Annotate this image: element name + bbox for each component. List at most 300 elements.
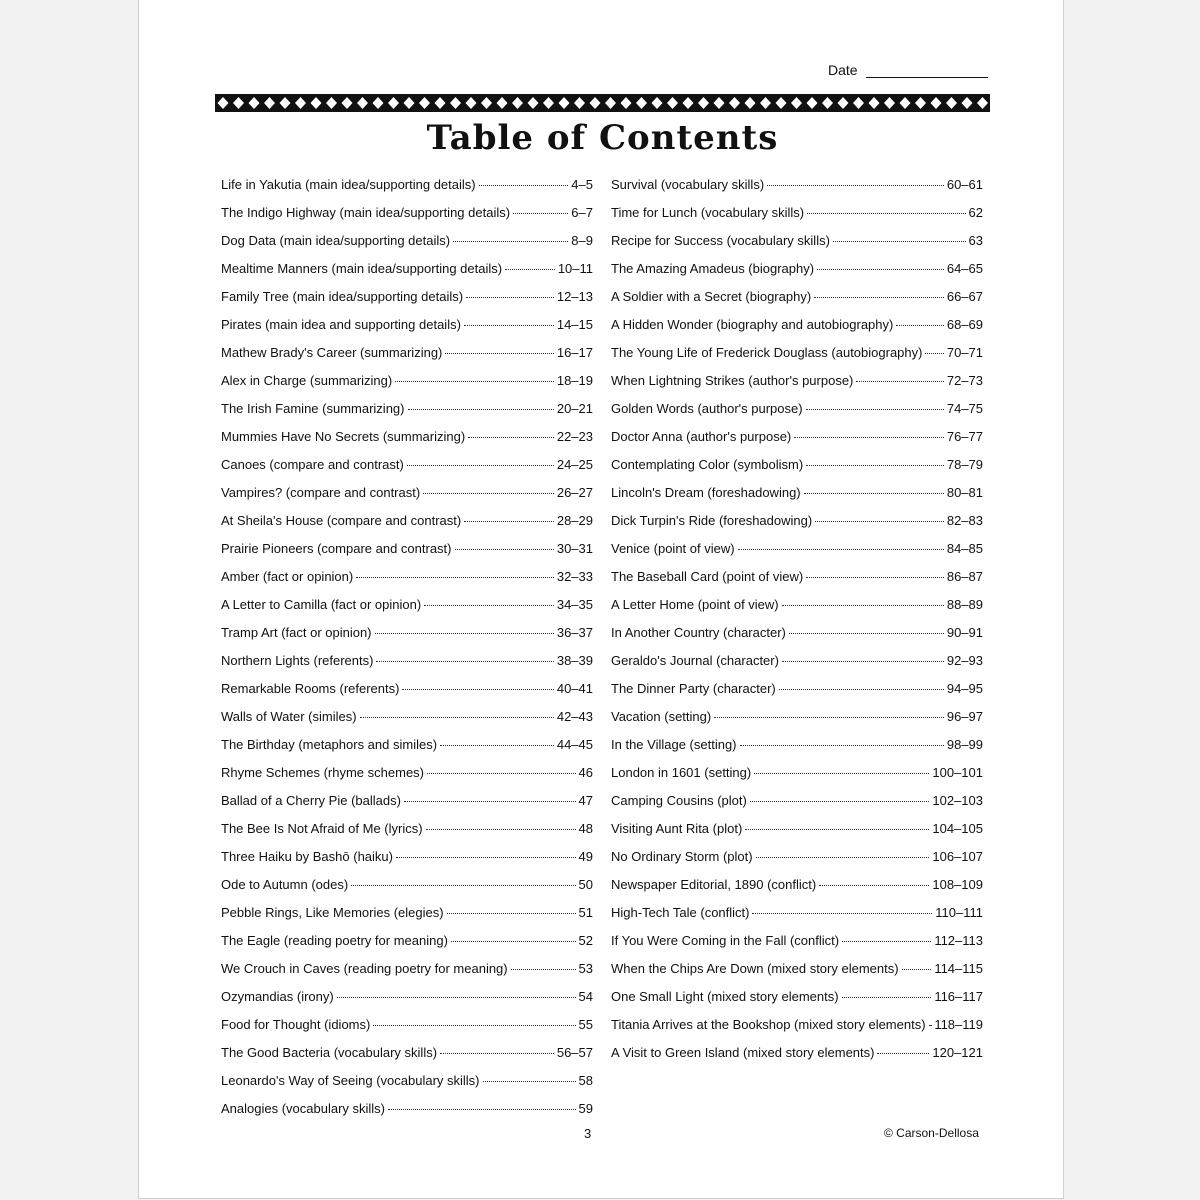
toc-entry-pages: 47 bbox=[578, 793, 593, 808]
toc-entry bbox=[611, 311, 983, 339]
toc-entry-pages: 50 bbox=[578, 877, 593, 892]
toc-entry-pages: 112–113 bbox=[934, 933, 983, 948]
dot-leader bbox=[789, 632, 944, 634]
toc-entry-pages: 6–7 bbox=[571, 205, 593, 220]
toc-entry-title: The Dinner Party (character) bbox=[611, 681, 776, 696]
diamond-mark bbox=[326, 97, 337, 109]
toc-entry-title: Mealtime Manners (main idea/supporting details) bbox=[221, 261, 503, 276]
toc-entry-pages: 102–103 bbox=[932, 793, 983, 808]
toc-entry bbox=[221, 619, 593, 647]
diamond-mark bbox=[295, 97, 306, 109]
diamond-mark bbox=[512, 97, 523, 109]
toc-right-column bbox=[611, 171, 983, 1067]
toc-entry-pages: 28–29 bbox=[556, 513, 593, 528]
dot-leader bbox=[426, 828, 576, 830]
toc-entry-pages: 104–105 bbox=[932, 821, 983, 836]
toc-entry-pages: 24–25 bbox=[556, 457, 593, 472]
dot-leader bbox=[856, 380, 943, 382]
diamond-mark bbox=[869, 97, 880, 109]
toc-entry bbox=[221, 479, 593, 507]
toc-entry bbox=[611, 339, 983, 367]
dot-leader bbox=[767, 184, 944, 186]
toc-entry bbox=[611, 563, 983, 591]
dot-leader bbox=[375, 632, 554, 634]
toc-entry bbox=[221, 787, 593, 815]
toc-entry-pages: 48 bbox=[578, 821, 593, 836]
toc-entry bbox=[611, 507, 983, 535]
diamond-mark bbox=[559, 97, 570, 109]
diamond-mark bbox=[249, 97, 260, 109]
diamond-mark bbox=[884, 97, 895, 109]
toc-entry-title: High-Tech Tale (conflict) bbox=[611, 905, 750, 920]
diamond-mark bbox=[698, 97, 709, 109]
dot-leader bbox=[388, 1108, 576, 1110]
toc-entry bbox=[611, 983, 983, 1011]
dot-leader bbox=[806, 408, 944, 410]
toc-entry bbox=[221, 675, 593, 703]
toc-entry-pages: 80–81 bbox=[946, 485, 983, 500]
toc-entry-title: Survival (vocabulary skills) bbox=[611, 177, 765, 192]
toc-entry bbox=[611, 199, 983, 227]
toc-entry-title: The Young Life of Frederick Douglass (autobiography) bbox=[611, 345, 923, 360]
toc-entry-title: Ballad of a Cherry Pie (ballads) bbox=[221, 793, 401, 808]
dot-leader bbox=[714, 716, 944, 718]
toc-entry-title: Vampires? (compare and contrast) bbox=[221, 485, 421, 500]
diamond-mark bbox=[977, 97, 988, 109]
toc-entry-pages: 53 bbox=[578, 961, 593, 976]
toc-entry-title: Prairie Pioneers (compare and contrast) bbox=[221, 541, 452, 556]
toc-entry-pages: 63 bbox=[968, 233, 983, 248]
toc-entry bbox=[611, 395, 983, 423]
toc-entry-title: Ozymandias (irony) bbox=[221, 989, 334, 1004]
toc-entry-pages: 56–57 bbox=[556, 1045, 593, 1060]
diamond-mark bbox=[342, 97, 353, 109]
dot-leader bbox=[451, 940, 576, 942]
dot-leader bbox=[745, 828, 929, 830]
dot-leader bbox=[807, 212, 965, 214]
toc-entry-title: The Good Bacteria (vocabulary skills) bbox=[221, 1045, 438, 1060]
dot-leader bbox=[738, 548, 944, 550]
dot-leader bbox=[464, 324, 554, 326]
toc-entry-title: A Visit to Green Island (mixed story elements) bbox=[611, 1045, 875, 1060]
dot-leader bbox=[842, 996, 932, 998]
toc-entry bbox=[611, 255, 983, 283]
toc-entry-title: Visiting Aunt Rita (plot) bbox=[611, 821, 743, 836]
toc-entry-pages: 78–79 bbox=[946, 457, 983, 472]
dot-leader bbox=[464, 520, 554, 522]
toc-entry-pages: 120–121 bbox=[932, 1045, 983, 1060]
dot-leader bbox=[455, 548, 554, 550]
toc-entry-title: Dick Turpin's Ride (foreshadowing) bbox=[611, 513, 813, 528]
diamond-mark bbox=[528, 97, 539, 109]
dot-leader bbox=[402, 688, 553, 690]
dot-leader bbox=[929, 1024, 932, 1026]
toc-entry-title: Ode to Autumn (odes) bbox=[221, 877, 349, 892]
toc-entry bbox=[611, 759, 983, 787]
dot-leader bbox=[877, 1052, 929, 1054]
toc-entry-title: Alex in Charge (summarizing) bbox=[221, 373, 393, 388]
toc-entry bbox=[611, 227, 983, 255]
toc-entry-pages: 40–41 bbox=[556, 681, 593, 696]
toc-entry-title: Tramp Art (fact or opinion) bbox=[221, 625, 372, 640]
dot-leader bbox=[445, 352, 553, 354]
dot-leader bbox=[756, 856, 930, 858]
diamond-mark bbox=[915, 97, 926, 109]
toc-entry-pages: 55 bbox=[578, 1017, 593, 1032]
toc-entry-title: If You Were Coming in the Fall (conflict) bbox=[611, 933, 840, 948]
diamond-mark bbox=[543, 97, 554, 109]
dot-leader bbox=[754, 772, 929, 774]
toc-entry-pages: 94–95 bbox=[946, 681, 983, 696]
toc-entry bbox=[221, 647, 593, 675]
toc-entry-title: Leonardo's Way of Seeing (vocabulary skills) bbox=[221, 1073, 480, 1088]
toc-entry-pages: 10–11 bbox=[557, 261, 593, 276]
toc-entry bbox=[221, 171, 593, 199]
toc-entry bbox=[221, 367, 593, 395]
dot-leader bbox=[479, 184, 569, 186]
toc-entry-pages: 44–45 bbox=[556, 737, 593, 752]
toc-entry-pages: 51 bbox=[578, 905, 593, 920]
diamond-mark bbox=[264, 97, 275, 109]
diamond-mark bbox=[729, 97, 740, 109]
toc-entry bbox=[611, 1039, 983, 1067]
toc-entry-title: Dog Data (main idea/supporting details) bbox=[221, 233, 451, 248]
toc-entry bbox=[611, 815, 983, 843]
toc-entry bbox=[221, 507, 593, 535]
page-title: Table of Contents bbox=[426, 118, 779, 158]
dot-leader bbox=[505, 268, 555, 270]
toc-entry bbox=[221, 535, 593, 563]
diamond-mark bbox=[652, 97, 663, 109]
toc-entry bbox=[221, 1011, 593, 1039]
toc-entry bbox=[221, 955, 593, 983]
diamond-mark bbox=[388, 97, 399, 109]
dot-leader bbox=[511, 968, 576, 970]
dot-leader bbox=[337, 996, 576, 998]
toc-entry-title: No Ordinary Storm (plot) bbox=[611, 849, 753, 864]
toc-entry bbox=[611, 899, 983, 927]
dot-leader bbox=[483, 1080, 576, 1082]
dot-leader bbox=[468, 436, 554, 438]
toc-entry-title: A Hidden Wonder (biography and autobiography) bbox=[611, 317, 894, 332]
toc-entry-pages: 26–27 bbox=[556, 485, 593, 500]
toc-entry-title: Life in Yakutia (main idea/supporting details) bbox=[221, 177, 476, 192]
dot-leader bbox=[925, 352, 943, 354]
toc-entry-title: One Small Light (mixed story elements) bbox=[611, 989, 839, 1004]
page-number: 3 bbox=[584, 1126, 592, 1141]
dot-leader bbox=[815, 520, 944, 522]
toc-entry-pages: 16–17 bbox=[556, 345, 593, 360]
dot-leader bbox=[440, 744, 554, 746]
diamond-mark bbox=[481, 97, 492, 109]
toc-entry bbox=[221, 451, 593, 479]
toc-entry-pages: 108–109 bbox=[932, 877, 983, 892]
dot-leader bbox=[750, 800, 930, 802]
diamond-mark bbox=[466, 97, 477, 109]
diamond-mark bbox=[218, 97, 229, 109]
toc-entry bbox=[221, 339, 593, 367]
toc-entry-title: Analogies (vocabulary skills) bbox=[221, 1101, 386, 1116]
toc-entry-pages: 49 bbox=[578, 849, 593, 864]
diamond-mark bbox=[683, 97, 694, 109]
toc-entry-title: Doctor Anna (author's purpose) bbox=[611, 429, 792, 444]
toc-entry bbox=[221, 199, 593, 227]
toc-entry-title: Titania Arrives at the Bookshop (mixed story elements) bbox=[611, 1017, 926, 1032]
toc-entry-pages: 36–37 bbox=[556, 625, 593, 640]
diamond-mark bbox=[838, 97, 849, 109]
toc-entry-title: Canoes (compare and contrast) bbox=[221, 457, 404, 472]
toc-entry-pages: 18–19 bbox=[556, 373, 593, 388]
dot-leader bbox=[782, 604, 944, 606]
toc-entry-title: The Eagle (reading poetry for meaning) bbox=[221, 933, 448, 948]
toc-entry bbox=[221, 899, 593, 927]
toc-entry bbox=[611, 787, 983, 815]
toc-entry-title: Newspaper Editorial, 1890 (conflict) bbox=[611, 877, 817, 892]
toc-entry-pages: 60–61 bbox=[946, 177, 983, 192]
toc-entry bbox=[221, 563, 593, 591]
dot-leader bbox=[427, 772, 576, 774]
toc-entry-pages: 32–33 bbox=[556, 569, 593, 584]
toc-entry-pages: 114–115 bbox=[934, 961, 983, 976]
toc-entry-title: Golden Words (author's purpose) bbox=[611, 401, 803, 416]
diamond-mark bbox=[900, 97, 911, 109]
dot-leader bbox=[896, 324, 944, 326]
toc-entry-title: Time for Lunch (vocabulary skills) bbox=[611, 205, 805, 220]
toc-entry bbox=[611, 871, 983, 899]
toc-entry bbox=[611, 171, 983, 199]
toc-entry-pages: 62 bbox=[968, 205, 983, 220]
toc-entry-pages: 92–93 bbox=[946, 653, 983, 668]
dot-leader bbox=[356, 576, 554, 578]
diamond-mark bbox=[280, 97, 291, 109]
diamond-mark bbox=[853, 97, 864, 109]
date-blank-line bbox=[866, 63, 988, 78]
toc-entry-title: Mummies Have No Secrets (summarizing) bbox=[221, 429, 466, 444]
toc-entry-title: The Amazing Amadeus (biography) bbox=[611, 261, 815, 276]
toc-entry-pages: 110–111 bbox=[935, 905, 983, 920]
toc-entry bbox=[221, 1095, 593, 1123]
toc-entry-pages: 84–85 bbox=[946, 541, 983, 556]
toc-entry-pages: 98–99 bbox=[946, 737, 983, 752]
toc-entry bbox=[221, 1067, 593, 1095]
toc-entry-pages: 74–75 bbox=[946, 401, 983, 416]
dot-leader bbox=[407, 464, 554, 466]
toc-entry bbox=[221, 759, 593, 787]
diamond-mark bbox=[745, 97, 756, 109]
toc-entry bbox=[611, 479, 983, 507]
dot-leader bbox=[740, 744, 944, 746]
toc-entry bbox=[611, 927, 983, 955]
diamond-mark bbox=[636, 97, 647, 109]
diamond-mark bbox=[497, 97, 508, 109]
toc-entry-title: The Bee Is Not Afraid of Me (lyrics) bbox=[221, 821, 423, 836]
diamond-mark bbox=[807, 97, 818, 109]
date-label: Date bbox=[828, 62, 858, 78]
toc-entry bbox=[221, 311, 593, 339]
toc-left-column bbox=[221, 171, 593, 1123]
dot-leader bbox=[902, 968, 932, 970]
toc-entry-pages: 58 bbox=[578, 1073, 593, 1088]
toc-entry-pages: 66–67 bbox=[946, 289, 983, 304]
toc-entry-pages: 4–5 bbox=[571, 177, 593, 192]
toc-entry bbox=[221, 423, 593, 451]
toc-entry-title: London in 1601 (setting) bbox=[611, 765, 752, 780]
toc-entry-title: The Irish Famine (summarizing) bbox=[221, 401, 405, 416]
toc-entry-title: Contemplating Color (symbolism) bbox=[611, 457, 804, 472]
diamond-mark bbox=[714, 97, 725, 109]
toc-entry-pages: 22–23 bbox=[556, 429, 593, 444]
toc-entry-pages: 82–83 bbox=[946, 513, 983, 528]
diamond-mark bbox=[621, 97, 632, 109]
toc-entry-pages: 42–43 bbox=[556, 709, 593, 724]
toc-entry bbox=[221, 871, 593, 899]
toc-entry-title: Geraldo's Journal (character) bbox=[611, 653, 779, 668]
dot-leader bbox=[447, 912, 576, 914]
toc-entry-title: Venice (point of view) bbox=[611, 541, 735, 556]
toc-entry bbox=[221, 283, 593, 311]
toc-entry-pages: 38–39 bbox=[556, 653, 593, 668]
dot-leader bbox=[817, 268, 944, 270]
toc-entry-title: The Birthday (metaphors and similes) bbox=[221, 737, 438, 752]
diamond-mark bbox=[791, 97, 802, 109]
toc-entry bbox=[611, 591, 983, 619]
diamond-mark bbox=[373, 97, 384, 109]
decorative-border bbox=[215, 94, 990, 112]
dot-leader bbox=[351, 884, 575, 886]
toc-entry bbox=[221, 591, 593, 619]
dot-leader bbox=[453, 240, 568, 242]
toc-entry-title: In the Village (setting) bbox=[611, 737, 737, 752]
dot-leader bbox=[376, 660, 553, 662]
diamond-mark bbox=[822, 97, 833, 109]
toc-entry-pages: 90–91 bbox=[946, 625, 983, 640]
toc-entry bbox=[611, 451, 983, 479]
dot-leader bbox=[814, 296, 944, 298]
toc-entry bbox=[221, 927, 593, 955]
diamond-mark bbox=[946, 97, 957, 109]
diamond-mark bbox=[574, 97, 585, 109]
toc-entry-title: When Lightning Strikes (author's purpose) bbox=[611, 373, 854, 388]
toc-entry-pages: 76–77 bbox=[946, 429, 983, 444]
toc-entry bbox=[611, 731, 983, 759]
dot-leader bbox=[782, 660, 944, 662]
toc-entry bbox=[611, 619, 983, 647]
toc-entry-pages: 52 bbox=[578, 933, 593, 948]
dot-leader bbox=[404, 800, 576, 802]
toc-entry-title: Amber (fact or opinion) bbox=[221, 569, 354, 584]
toc-entry bbox=[611, 367, 983, 395]
diamond-mark bbox=[667, 97, 678, 109]
dot-leader bbox=[440, 1052, 554, 1054]
dot-leader bbox=[794, 436, 944, 438]
dot-leader bbox=[373, 1024, 575, 1026]
toc-entry-pages: 70–71 bbox=[946, 345, 983, 360]
toc-entry-pages: 118–119 bbox=[934, 1017, 983, 1032]
toc-entry-title: Food for Thought (idioms) bbox=[221, 1017, 371, 1032]
dot-leader bbox=[779, 688, 944, 690]
toc-entry bbox=[221, 983, 593, 1011]
toc-entry-title: A Letter to Camilla (fact or opinion) bbox=[221, 597, 422, 612]
toc-entry-title: Pirates (main idea and supporting details) bbox=[221, 317, 461, 332]
toc-entry-pages: 88–89 bbox=[946, 597, 983, 612]
dot-leader bbox=[833, 240, 966, 242]
toc-entry-title: We Crouch in Caves (reading poetry for meaning) bbox=[221, 961, 508, 976]
toc-entry-pages: 116–117 bbox=[934, 989, 983, 1004]
dot-leader bbox=[842, 940, 931, 942]
toc-entry-title: Pebble Rings, Like Memories (elegies) bbox=[221, 905, 444, 920]
toc-entry bbox=[221, 255, 593, 283]
toc-entry-title: Rhyme Schemes (rhyme schemes) bbox=[221, 765, 424, 780]
copyright-notice: © Carson-Dellosa bbox=[884, 1126, 979, 1140]
dot-leader bbox=[408, 408, 554, 410]
dot-leader bbox=[424, 604, 554, 606]
dot-leader bbox=[513, 212, 568, 214]
toc-entry bbox=[611, 843, 983, 871]
toc-entry-title: Walls of Water (similes) bbox=[221, 709, 357, 724]
diamond-mark bbox=[450, 97, 461, 109]
toc-entry bbox=[611, 675, 983, 703]
diamond-mark bbox=[760, 97, 771, 109]
toc-entry bbox=[611, 955, 983, 983]
toc-entry-pages: 64–65 bbox=[946, 261, 983, 276]
toc-entry-title: The Baseball Card (point of view) bbox=[611, 569, 804, 584]
toc-entry-title: Three Haiku by Bashō (haiku) bbox=[221, 849, 393, 864]
toc-entry-title: Mathew Brady's Career (summarizing) bbox=[221, 345, 443, 360]
dot-leader bbox=[360, 716, 554, 718]
toc-entry bbox=[221, 703, 593, 731]
toc-entry-title: Recipe for Success (vocabulary skills) bbox=[611, 233, 830, 248]
toc-entry-title: Camping Cousins (plot) bbox=[611, 793, 747, 808]
toc-entry bbox=[611, 283, 983, 311]
toc-entry-pages: 12–13 bbox=[556, 289, 593, 304]
toc-entry-title: Vacation (setting) bbox=[611, 709, 712, 724]
diamond-mark bbox=[931, 97, 942, 109]
toc-entry-title: A Letter Home (point of view) bbox=[611, 597, 779, 612]
toc-entry bbox=[611, 423, 983, 451]
toc-entry-title: A Soldier with a Secret (biography) bbox=[611, 289, 812, 304]
diamond-mark bbox=[776, 97, 787, 109]
toc-entry-pages: 59 bbox=[578, 1101, 593, 1116]
toc-entry bbox=[221, 815, 593, 843]
diamond-mark bbox=[435, 97, 446, 109]
diamond-pattern bbox=[215, 94, 990, 112]
toc-entry-title: The Indigo Highway (main idea/supporting details) bbox=[221, 205, 511, 220]
toc-entry-title: When the Chips Are Down (mixed story elements) bbox=[611, 961, 899, 976]
dot-leader bbox=[806, 576, 944, 578]
dot-leader bbox=[819, 884, 929, 886]
toc-entry-title: Lincoln's Dream (foreshadowing) bbox=[611, 485, 801, 500]
dot-leader bbox=[396, 856, 576, 858]
diamond-mark bbox=[357, 97, 368, 109]
toc-entry bbox=[221, 731, 593, 759]
toc-entry-title: Family Tree (main idea/supporting details) bbox=[221, 289, 464, 304]
toc-entry-title: In Another Country (character) bbox=[611, 625, 786, 640]
diamond-mark bbox=[311, 97, 322, 109]
toc-entry-pages: 86–87 bbox=[946, 569, 983, 584]
toc-entry-pages: 34–35 bbox=[556, 597, 593, 612]
toc-entry-title: Remarkable Rooms (referents) bbox=[221, 681, 400, 696]
toc-entry bbox=[611, 1011, 983, 1039]
dot-leader bbox=[804, 492, 944, 494]
dot-leader bbox=[395, 380, 554, 382]
toc-entry bbox=[221, 843, 593, 871]
toc-entry-pages: 20–21 bbox=[556, 401, 593, 416]
toc-entry-pages: 30–31 bbox=[556, 541, 593, 556]
toc-entry bbox=[611, 535, 983, 563]
toc-entry-title: At Sheila's House (compare and contrast) bbox=[221, 513, 462, 528]
diamond-mark bbox=[404, 97, 415, 109]
toc-entry-pages: 106–107 bbox=[932, 849, 983, 864]
